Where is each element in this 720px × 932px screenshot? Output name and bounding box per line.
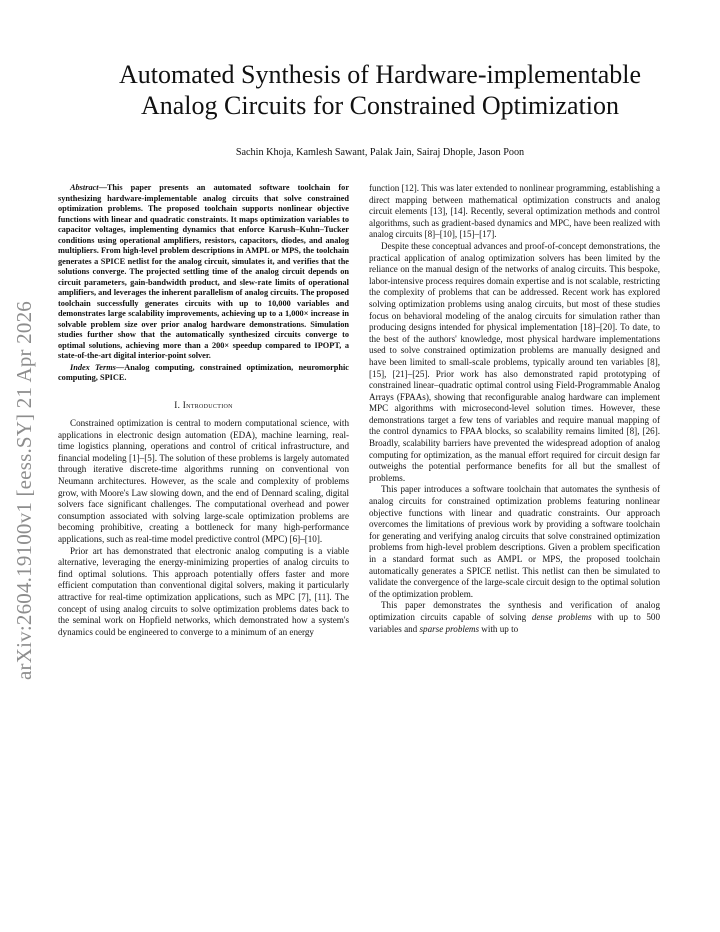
arxiv-identifier-text: arXiv:2604.19100v1 [eess.SY] 21 Apr 2026: [11, 300, 36, 680]
section-heading-introduction: I. Introduction: [174, 399, 233, 410]
abstract-label: Abstract: [70, 183, 99, 192]
body-paragraph: function [12]. This was later extended to nonlinear programming, establishing a direct mapping between mathematical optimization constructs and analog circuit elements [13], [14]. Recently, several optimization methods and control algorithms, such as gradient-based dynamics and MPC, have been realized with analog circuits [8]–[10], [15]–[17].: [369, 183, 660, 240]
body-paragraph-final: [369, 600, 660, 635]
right-column: [369, 183, 660, 635]
body-paragraph: Prior art has demonstrated that electronic analog computing is a viable alternative, leveraging the energy-minimizing properties of analog circuits to find optimal solutions. This approach potentially offers faster and more efficient computation than conventional digital solvers, making it particularly attractive for real-time optimization applications, such as MPC [7], [11]. The concept of using analog circuits to solve optimization problems dates back to the seminal work on Hopfield networks, which demonstrated how a system's dynamics could be engineered to converge to a minimum of an energy: [58, 545, 349, 637]
paper-title: [40, 59, 720, 121]
index-terms: Index Terms—Analog computing, constrained optimization, neuromorphic computing, SPICE.: [58, 362, 349, 382]
index-terms-text: Analog computing, constrained optimization, neuromorphic computing, SPICE.: [58, 362, 349, 382]
sparse-problems-emphasis: sparse problems: [419, 623, 480, 634]
title-line-2: Analog Circuits for Constrained Optimization: [140, 91, 620, 120]
author-list: Sachin Khoja, Kamlesh Sawant, Palak Jain, Sairaj Dhople, Jason Poon: [235, 147, 525, 158]
title-line-1: Automated Synthesis of Hardware-implementable: [118, 60, 642, 89]
body-paragraph: Constrained optimization is central to modern computational science, with applications in electronic design automation (EDA), machine learning, real-time logistics planning, operations and control of critical infrastructure, and financial modeling [1]–[5]. The solution of these problems is largely automated through iterative discrete-time algorithms running on conventional von Neumann architectures. However, as the scale and complexity of problems grow, with Moore's Law slowing down, and the end of Dennard scaling, digital solvers face significant challenges. The computational overhead and power consumption associated with solving large-scale optimization problems are becoming prohibitive, creating a bottleneck for many high-performance applications, such as real-time model predictive control (MPC) [6]–[10].: [58, 418, 349, 545]
final-paragraph-part-2: with up to 500 variables and: [369, 611, 660, 634]
final-paragraph-part-1: This paper demonstrates the synthesis and verification of analog optimization circuits capable of solving: [369, 600, 660, 622]
index-terms-label: Index Terms: [70, 362, 116, 372]
dense-problems-emphasis: dense problems: [531, 611, 592, 622]
body-paragraph: This paper introduces a software toolchain that automates the synthesis of analog circuits for constrained optimization problems featuring nonlinear objective functions with linear and quadratic constraints. Our approach overcomes the limitations of previous work by providing a software toolchain for generating and verifying analog circuits that solve constrained optimization problems from high-level problem descriptions. Given a problem specification in a standard format such as AMPL or MPS, the proposed toolchain automatically generates a SPICE netlist. This netlist can then be simulated to validate the convergence of the large-scale circuit design to the optimal solution of the optimization problem.: [369, 484, 660, 599]
final-paragraph-part-3: with up to: [479, 623, 519, 634]
left-column: [58, 183, 349, 638]
arxiv-identifier-stamp: [4, 300, 44, 680]
abstract-text: This paper presents an automated software toolchain for synthesizing hardware-implementable analog circuits that solve constrained optimization problems. The proposed toolchain supports nonlinear objective functions with linear and quadratic constraints. It maps optimization variables to capacitor voltages, implementing dynamics that enforce Karush–Kuhn–Tucker conditions using operational amplifiers, resistors, capacitors, diodes, and analog multipliers. From high-level problem descriptions in AMPL or MPS, the toolchain generates a SPICE netlist for the analog circuit, simulates it, and verifies that the solutions converge. The projected settling time of the analog circuit depends on circuit parameters, gain-bandwidth product, and slew-rate limits of operational amplifiers, and leverages the inherent parallelism of analog circuits. The proposed toolchain successfully generates circuits with up to 10,000 variables and demonstrates large scalability improvements, achieving up to a 1,000× increase in solvable problem size over prior analog hardware demonstrations. Simulation studies further show that the automatically synthesized circuits converge to optimal solutions, achieving more than a 200× speedup compared to IPOPT, a state-of-the-art digital interior-point solver.: [58, 183, 349, 360]
abstract: Abstract—This paper presents an automated software toolchain for synthesizing hardware-implementable analog circuits that solve constrained optimization problems. The proposed toolchain supports nonlinear objective functions with linear and quadratic constraints. It maps optimization variables to capacitor voltages, implementing dynamics that enforce Karush–Kuhn–Tucker conditions using operational amplifiers, resistors, capacitors, diodes, and analog multipliers. From high-level problem descriptions in AMPL or MPS, the toolchain generates a SPICE netlist for the analog circuit, simulates it, and verifies that the solutions converge. The projected settling time of the analog circuit depends on circuit parameters, gain-bandwidth product, and slew-rate limits of operational amplifiers, and leverages the inherent parallelism of analog circuits. The proposed toolchain successfully generates circuits with up to 10,000 variables and demonstrates large scalability improvements, achieving up to a 1,000× increase in solvable problem size over prior analog hardware demonstrations. Simulation studies further show that the automatically synthesized circuits converge to optimal solutions, achieving more than a 200× speedup compared to IPOPT, a state-of-the-art digital interior-point solver.: [58, 183, 349, 360]
body-paragraph: Despite these conceptual advances and proof-of-concept demonstrations, the practical application of analog optimization solvers has been limited by the reliance on the manual design of the networks of analog circuits. This bespoke, labor-intensive process requires domain expertise and is not scalable, restricting the complexity of problems that can be addressed. Recent work has explored solving optimization problems using analog circuits, but most of these studies focus on behavioral modeling of the analog circuits for simulation rather than producing designs intended for physical implementation [18]–[20]. To date, to the best of the authors' knowledge, most physical hardware implementations used to solve constrained optimization problems are manually designed and have been limited to small-scale problems, typically around ten variables [8], [15], [21]–[25]. Prior work has also demonstrated rapid prototyping of constrained linear–quadratic optimal control using Field-Programmable Analog Arrays (FPAAs), showing that reconfigurable analog hardware can implement MPC algorithms with microsecond-level solution times. However, these demonstrations target a few tens of variables and require manual mapping of the control dynamics to FPAA blocks, so scalability remains limited [8], [26]. Broadly, scalability barriers have prevented the widespread adoption of analog computing for optimization, as the manual effort required for circuit design far outweighs the potential performance benefits for all but the smallest of problems.: [369, 240, 660, 483]
